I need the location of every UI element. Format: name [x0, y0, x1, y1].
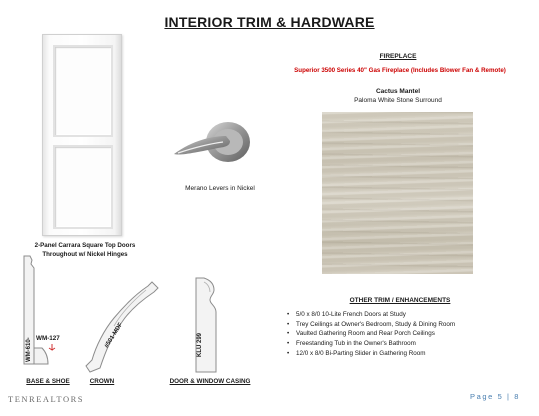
other-trim-heading: OTHER TRIM / ENHANCEMENTS: [349, 297, 451, 304]
page-number: Page 5 | 8: [470, 392, 521, 401]
list-item: • 12/0 x 8/0 Bi-Parting Slider in Gathering Room: [286, 349, 526, 359]
page-title: INTERIOR TRIM & HARDWARE: [164, 14, 375, 30]
door-lower-panel: [53, 145, 113, 229]
door-image: [42, 34, 122, 236]
stone-surround-swatch: [322, 112, 473, 274]
other-trim-list: [286, 310, 526, 359]
base-shoe-label: BASE & SHOE: [26, 378, 70, 385]
shoe-code: WM-127: [36, 335, 60, 342]
base-shoe-profile-image: [12, 252, 82, 377]
list-item: • Trey Ceilings at Owner's Bedroom, Study & Dining Room: [286, 320, 526, 330]
surround-name: Paloma White Stone Surround: [354, 97, 442, 104]
lever-caption: Merano Levers in Nickel: [185, 185, 255, 192]
casing-code: KLU 299: [197, 332, 203, 357]
door-caption: 2-Panel Carrara Square Top Doors Throughout w/ Nickel Hinges: [34, 242, 136, 258]
list-item: • Vaulted Gathering Room and Rear Porch Ceilings: [286, 329, 526, 339]
list-item: • 5/0 x 8/0 10-Lite French Doors at Study: [286, 310, 526, 320]
door-upper-panel: [53, 45, 113, 137]
lever-image: [168, 110, 258, 180]
crown-label: CROWN: [89, 378, 115, 385]
casing-profile-image: [190, 276, 224, 376]
fireplace-heading: FIREPLACE: [379, 53, 417, 60]
brand-logo: TENREALTORS: [8, 394, 85, 404]
casing-label: DOOR & WINDOW CASING: [169, 378, 251, 385]
crown-code: #501-MDF: [104, 321, 125, 350]
fireplace-model: Superior 3500 Series 40" Gas Fireplace (Includes Blower Fan & Remote): [294, 67, 506, 74]
list-item: • Freestanding Tub in the Owner's Bathroom: [286, 339, 526, 349]
base-code: WM-610-: [26, 337, 32, 362]
mantel-name: Cactus Mantel: [375, 88, 421, 95]
